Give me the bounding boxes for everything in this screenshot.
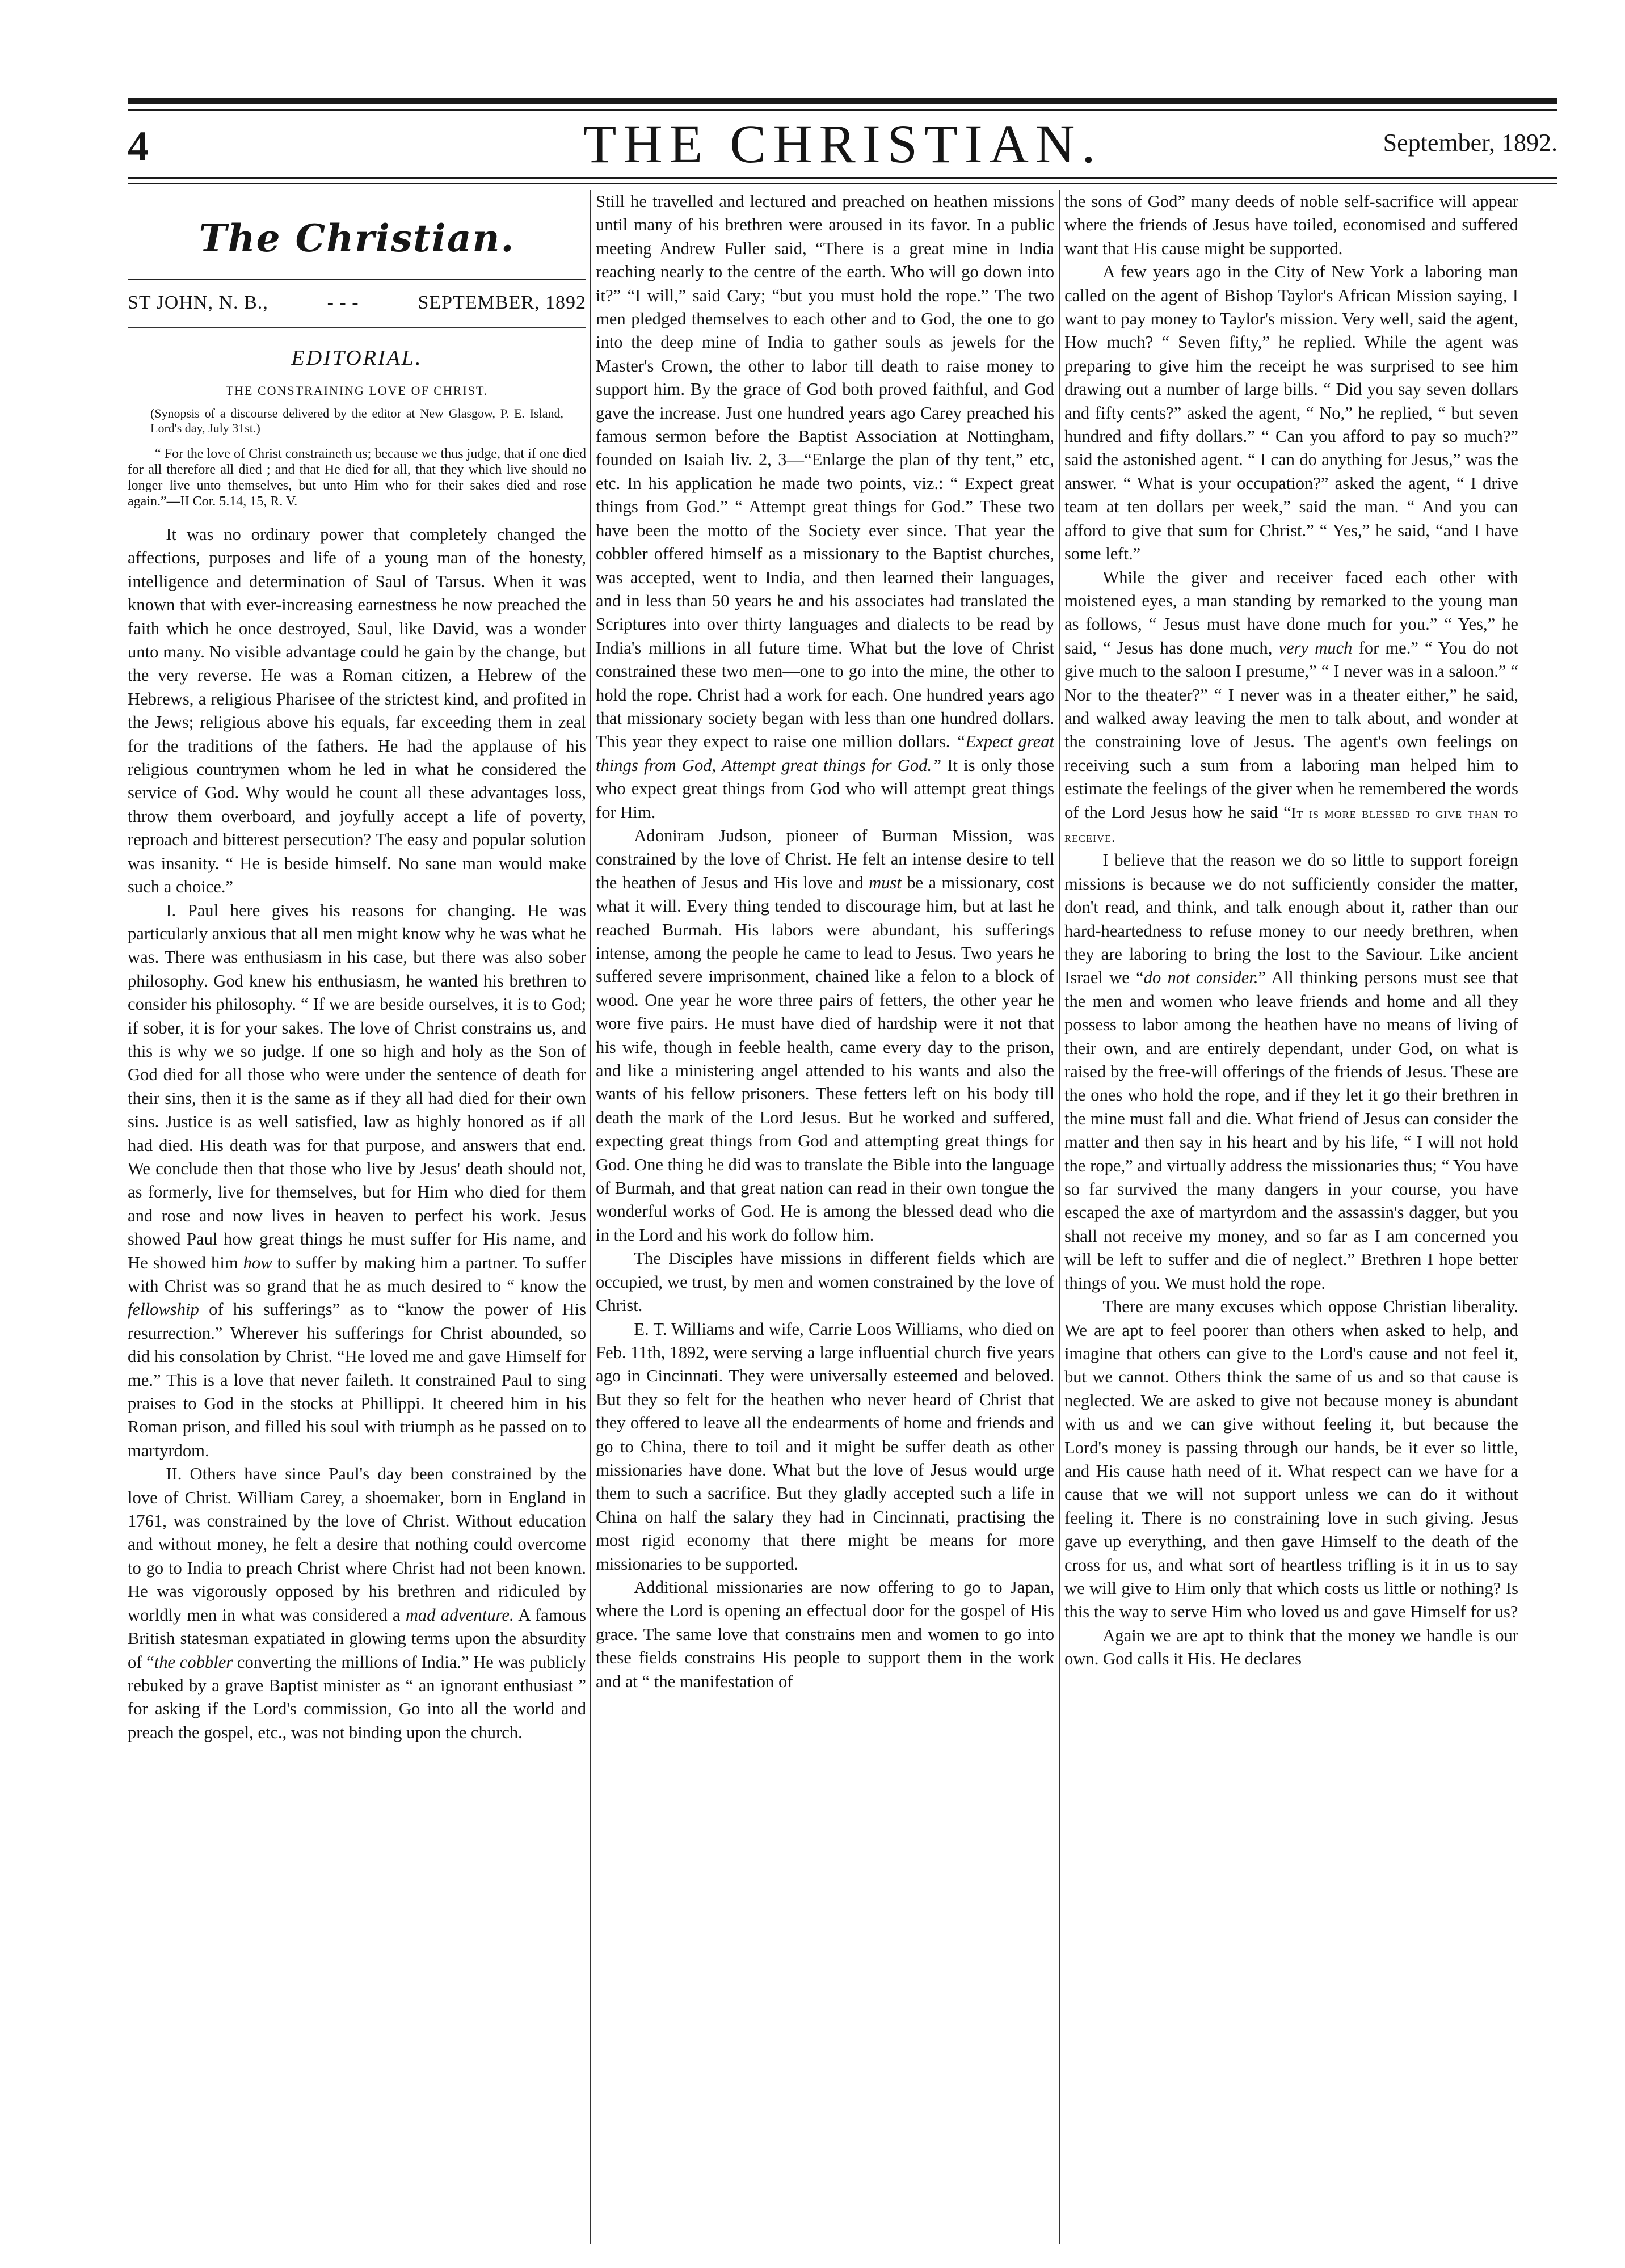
- text-run: II. Others have since Paul's day been constrained by the love of Christ. William Carey, a shoemaker, born in England in 1761, was constrained by the love of Christ. Without education and without money, he felt a desire that nothing could overcome to go to India to preach Christ where Christ had not been known. He was vigorously opposed by his brethren and ridiculed by worldly men in what was considered a: [128, 1464, 586, 1625]
- column-separator: [590, 190, 591, 2244]
- masthead-thin-rule: [128, 109, 1557, 111]
- emphasis: very much: [1278, 638, 1353, 657]
- masthead-bottom-thin-rule: [128, 183, 1557, 184]
- article-title: THE CONSTRAINING LOVE OF CHRIST.: [225, 383, 489, 398]
- masthead-bottom-rule: [128, 177, 1557, 179]
- paragraph: E. T. Williams and wife, Carrie Loos Williams, who died on Feb. 11th, 1892, were serving a large influential church five years ago in Cincinnati. They were universally esteemed and beloved. But they so felt for the heathen who never heard of Christ that they offered to leave all the endearments of home and friends and go to China, there to toil and it might be suffer death as other missionaries have done. What but the love of Jesus would urge them to such a sacrifice. But they gladly accepted such a life in China on half the salary they had in Cincinnati, practising the most rigid economy that there might be means for more missionaries to be supported.: [596, 1319, 1054, 1574]
- text-run: converting the millions of India.” He was publicly rebuked by a grave Baptist minister as “ an ignorant enthusiast ” for asking if the Lord's commission, Go into all the world and preach the gospel, etc., was not binding upon the church.: [128, 1652, 586, 1742]
- text-run: Still he travelled and lectured and preached on heathen missions until many of his brethren were aroused in its favor. In a public meeting Andrew Fuller said, “There is a great mine in India reaching nearly to the centre of the earth. Who will go down into it?” “I will,” said Cary; “but you must hold the rope.” The two men pledged themselves to each other and to God, the one to go into the deep mine of India to gather souls as jewels for the Master's Crown, the other to labor till death to raise money to support him. By the grace of God both proved faithful, and God gave the increase. Just one hundred years ago Carey preached his famous sermon before the Baptist Association at Nottingham, founded on Isaiah liv. 2, 3—“Enlarge the plan of thy tent,” etc, etc. In his application he made two points, viz.: “ Expect great things from God.” “ Attempt great things for God.” These two have been the motto of the Society ever since. That year the cobbler offered himself as a missionary to the Baptist churches, was accepted, went to India, and then learned their languages, and in less than 50 years he and his associates had translated the Scriptures into over thirty languages and dialects to be read by India's millions in all future time. What but the love of Christ constrained these two men—one to go into the mine, the other to hold the rope. Christ had a work for each. One hundred years ago that missionary society began with less than one hundred dollars. This year they expect to raise one million dollars.: [596, 192, 1054, 752]
- nameplate: The Christian.: [199, 216, 515, 260]
- text-run: for me.” “ You do not give much to the saloon I presume,” “ I never was in a saloon.” “ Nor to the theater?” “ I never was in a theater either,” he said, and walked away leaving the men to talk about, and wonder at the constraining love of Jesus. The agent's own feelings on receiving such a sum from a laboring man helped him to estimate the feelings of the giver when he remembered the words of the Lord Jesus how he said “: [1064, 638, 1518, 822]
- epigraph: “ For the love of Christ constraineth us; because we thus judge, that if one died for all therefore all died ; and that He died for all, that they which live should no longer live unto themselves, but unto Him who for their sakes died and rose again.”—II Cor. 5.14, 15, R. V.: [128, 446, 586, 509]
- paper-name: THE CHRISTIAN.: [583, 113, 1102, 174]
- paragraph: the sons of God” many deeds of noble self-sacrifice will appear where the friends of Jesus have toiled, economised and suffered want that His cause might be supported.: [1064, 192, 1518, 258]
- text-run: While the giver and receiver faced each other with moistened eyes, a man standing by remarked to the young man as follows, “ Jesus must have done much for you.” “ Yes,” he said, “ Jesus has done much,: [1064, 567, 1518, 657]
- paragraph: [128, 1462, 586, 1744]
- text-run: A famous British statesman expatiated in glowing terms upon the absurdity of “: [128, 1605, 586, 1672]
- emphasis: must: [869, 872, 902, 892]
- text-run: I believe that the reason we do so little to support foreign missions is because we do not sufficiently consider the matter, don't read, and think, and talk enough about it, rather than our hard-heartedness to refuse money to our needy brethren, when they are laboring to bring the lost to the Saviour. Like ancient Israel we “: [1064, 850, 1518, 988]
- paragraph: [1064, 566, 1518, 849]
- paragraph: A few years ago in the City of New York a laboring man called on the agent of Bishop Taylor's African Mission saying, I want to pay money to Taylor's mission. Very well, said the agent, How much? “ Seven fifty,” he replied. While the agent was preparing to give him the receipt he was surprised to see him drawing out a number of large bills. “ Did you say seven dollars and fifty cents?” asked the agent, “ No,” he replied, “ but seven hundred and fifty dollars.” “ Can you afford to pay so much?” said the astonished agent. “ I can do anything for Jesus,” was the answer. “ What is your occupation?” asked the agent, “ I drive team at ten dollars per week,” said the man. “ And you can afford to give that sum for Christ.” “ Yes,” he said, “and I have some left.”: [1064, 262, 1518, 564]
- rule: [128, 327, 586, 328]
- section-heading: EDITORIAL.: [291, 346, 423, 370]
- text-run: Adoniram Judson, pioneer of Burman Mission, was constrained by the love of Christ. He felt an intense desire to tell the heathen of Jesus and His love and: [596, 825, 1054, 892]
- text-run: of his sufferings” as to “know the power of His resurrection.” Wherever his sufferings for Christ abounded, so did his consolation by Christ. “He loved me and gave Himself for me.” This is a love that never faileth. It constrained Paul to sing praises to God in the stocks at Phillippi. It cheered him in his Roman prison, and filled his soul with triumph as he passed on to martyrdom.: [128, 1300, 586, 1460]
- rule: [128, 279, 586, 280]
- emphasis: “Expect great things from God, Attempt great things for God.”: [596, 732, 1054, 775]
- page-number: 4: [128, 123, 149, 170]
- paragraph: Again we are apt to think that the money we handle is our own. God calls it His. He declares: [1064, 1625, 1518, 1669]
- text-run: be a missionary, cost what it will. Every thing tended to discourage him, but at last he reached Burmah. His labors were abundant, his sufferings intense, among the people he came to lead to Jesus. Two years he suffered severe imprisonment, chained like a felon to a block of wood. One year he wore three pairs of fetters, the other year he wore five pairs. He must have died of hardship were it not that his wife, though in feeble health, came every day to the prison, and like a ministering angel attended to his wants and also the wants of his fellow prisoners. These fetters left on his body till death the mark of the Lord Jesus. But he worked and suffered, expecting great things from God and attempting great things for God. One thing he did was to translate the Bible into the language of Burmah, and that great nation can read in their own tongue the wonderful works of God. He is among the blessed dead who die in the Lord and his work do follow him.: [596, 872, 1054, 1245]
- emphasis: fellowship: [128, 1300, 199, 1320]
- column-1: [128, 190, 586, 2255]
- paragraph: [596, 190, 1054, 824]
- paragraph: The Disciples have missions in different fields which are occupied, we trust, by men and women constrained by the love of Christ.: [596, 1249, 1054, 1316]
- paragraph: It was no ordinary power that completely changed the affections, purposes and life of a young man of the honesty, intelligence and determination of Saul of Tarsus. When it was known that with ever-increasing earnestness he now preached the faith which he once destroyed, Saul, like David, was a wonder unto many. No visible advantage could he gain by the change, but the very reverse. He was a Roman citizen, a Hebrew of the Hebrews, a religious Pharisee of the strictest kind, and profited in the Jews; religious above his equals, far exceeding them in zeal for the traditions of the fathers. He had the applause of his religious countrymen whom he led in what he considered the service of God. Why would he count all these advantages loss, throw them overboard, and joyfully accept a life of poverty, reproach and bitterest persecution? The easy and popular solution was insanity. “ He is beside himself. No sane man would make such a choice.”: [128, 525, 586, 897]
- paragraph: [1064, 849, 1518, 1295]
- dateline: [128, 284, 586, 322]
- dateline-dots: - - -: [327, 292, 359, 313]
- article-synopsis: (Synopsis of a discourse delivered by the editor at New Glasgow, P. E. Island, Lord's day, July 31st.): [150, 406, 563, 435]
- column-3: [1064, 190, 1518, 2255]
- dateline-date: SEPTEMBER, 1892: [418, 292, 586, 313]
- paragraph: There are many excuses which oppose Christian liberality. We are apt to feel poorer than others when asked to help, and imagine that others can give to the Lord's cause and not feel it, but we cannot. Others think the same of us and so that cause is neglected. We are asked to give not because money is abundant with us and we can give without feeling it, but because the Lord's money is passing through our hands, be it ever so little, and His cause hath need of it. What respect can we have for a cause that we will not support unless we can do it without feeling it. There is no constraining love in such giving. Jesus gave up everything, and then gave Himself to the death of the cross for us, and what sort of heartless trifling is it in us to say we will give to Him only that which costs us little or nothing? Is this the way to serve Him who loved us and gave Himself for us?: [1064, 1297, 1518, 1622]
- text-run: to suffer by making him a partner. To suffer with Christ was so grand that he as much desired to “ know the: [128, 1253, 586, 1296]
- text-run: ” All thinking persons must see that the men and women who leave friends and home and all they possess to labor among the heathen have no means of living of their own, and are entirely dependant, under God, on what is raised by the free-will offerings of the friends of Jesus. These are the ones who hold the rope, and if they let it go their brethren in the mine must fall and die. What friend of Jesus can consider the matter and then say in his heart and by his life, “ I will not hold the rope,” and virtually address the missionaries thus; “ You have so far survived the many dangers in your course, you have escaped the axe of martyrdom and the assassin's dagger, but you shall not receive my money, and so far as I am concerned you will be left to suffer and die of neglect.” Brethren I hope better things of you. We must hold the rope.: [1064, 968, 1518, 1293]
- dateline-place: ST JOHN, N. B.,: [128, 292, 268, 313]
- emphasis: mad adventure.: [405, 1605, 514, 1625]
- column-2: [596, 190, 1054, 2255]
- issue-date: September, 1892.: [1383, 129, 1557, 157]
- text-run: I. Paul here gives his reasons for changing. He was particularly anxious that all men might know why he was what he was. There was enthusiasm in his case, but there was also sober philosophy. God knew his enthusiasm, he wanted his brethren to consider his philosophy. “ If we are beside ourselves, it is to God; if sober, it is for your sakes. The love of Christ constrains us, and this is why we so judge. If one so high and holy as the Son of God died for all those who were under the sentence of death for their sins, then it is the same as if they all had died for their own sins. Justice is as well satisfied, law as highly honored as if all had died. His death was for that purpose, and answers that end. We conclude then that those who live by Jesus' death should not, as formerly, live for themselves, but for Him who died for them and rose and now lives in heaven to perfect his work. Jesus showed Paul how great things he must suffer for His name, and He showed him: [128, 900, 586, 1272]
- column-separator: [1059, 190, 1060, 2244]
- masthead: [128, 112, 1557, 175]
- emphasis: the cobbler: [154, 1652, 233, 1672]
- text-run: It is only those who expect great things from God who will attempt great things for Him.: [596, 755, 1054, 822]
- paragraph: [128, 899, 586, 1463]
- masthead-thick-rule: [128, 98, 1557, 104]
- paragraph: [596, 824, 1054, 1247]
- emphasis: do not consider.: [1143, 968, 1258, 988]
- small-caps-quote: It is more blessed to give than to receive.: [1064, 804, 1518, 845]
- paragraph: Additional missionaries are now offering to go to Japan, where the Lord is opening an effectual door for the gospel of His grace. The same love that constrains men and women to go into these fields constrains His people to support them in the work and at “ the manifestation of: [596, 1577, 1054, 1691]
- emphasis: how: [243, 1253, 272, 1272]
